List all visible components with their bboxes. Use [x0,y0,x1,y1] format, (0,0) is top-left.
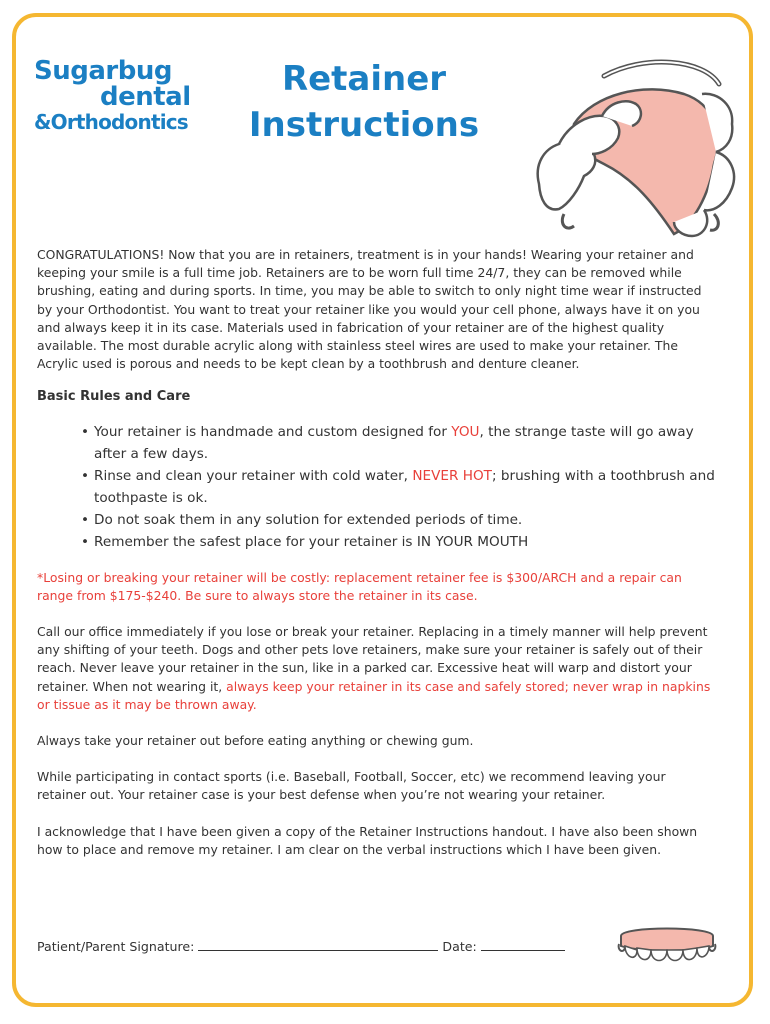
bullet-icon: • [81,423,90,440]
signature-row [37,938,565,954]
rule-text: Rinse and clean your retainer with cold water, [94,467,413,484]
cost-warning: *Losing or breaking your retainer will be costly: replacement retainer fee is $300/ARCH and a repair can range from $175-$240. Be sure to always store the retainer in its case. [37,569,682,603]
call-office-paragraph [37,623,717,714]
date-field[interactable] [481,938,565,951]
company-logo [34,58,204,132]
teeth-retainer-icon [617,922,717,966]
upper-retainer-icon [534,54,744,239]
list-item [81,465,717,509]
date-label: Date: [438,939,481,954]
logo-line-2: dental [100,82,191,112]
rule-text: Your retainer is handmade and custom designed for [94,423,452,440]
rule-text: Do not soak them in any solution for extended periods of time. [94,511,523,528]
rules-heading: Basic Rules and Care [37,389,191,405]
signature-field[interactable] [198,938,438,951]
logo-line-3: &Orthodontics [34,110,188,134]
list-item [81,421,717,465]
rule-highlight: NEVER HOT [412,467,492,484]
main-content [37,246,717,859]
rule-highlight: YOU [451,423,480,440]
intro-paragraph: CONGRATULATIONS! Now that you are in retainers, treatment is in your hands! Wearing your retainer and keeping your smile is a full time job. Retainers are to be worn full time 24/7, they can be removed while brushing, eating and during sports. In time, you may be able to switch to only night time wear if instructed by your Orthodontist. You want to treat your retainer like you would your cell phone, always have it on you and always keep it in its case. Materials used in fabrication of your retainer are of the highest quality available. The most durable acrylic along with stainless steel wires are used to make your retainer. The Acrylic used is porous and needs to be kept clean by a toothbrush and denture cleaner. [37,247,702,372]
bullet-icon: • [81,533,90,550]
rule-text: Remember the safest place for your retainer is IN YOUR MOUTH [94,533,529,550]
list-item [81,509,717,531]
rule-text: ; brushing with a toothbrush and toothpaste is ok. [94,467,715,506]
signature-label: Patient/Parent Signature: [37,939,199,954]
logo-line-1: Sugarbug [34,56,172,86]
list-item [81,531,717,553]
call-office-highlight: always keep your retainer in its case and safely stored; never wrap in napkins or tissue as it may be thrown away. [37,678,711,712]
bullet-icon: • [81,467,90,484]
acknowledge-paragraph: I acknowledge that I have been given a copy of the Retainer Instructions handout. I have also been shown how to place and remove my retainer. I am clear on the verbal instructions which I have been given. [37,823,698,857]
title-line-1: Retainer [281,59,447,99]
eating-paragraph: Always take your retainer out before eating anything or chewing gum. [37,733,474,749]
bullet-icon: • [81,511,90,528]
rule-text: , the strange taste will go away after a few days. [94,423,694,462]
title-line-2: Instructions [248,105,480,145]
page-title [236,56,492,148]
rules-list [81,421,717,553]
call-office-text: Call our office immediately if you lose or break your retainer. Replacing in a timely manner will help prevent any shifting of your teeth. Dogs and other pets love retainers, make sure your retainer is safely out of their reach. Never leave your retainer in the sun, like in a parked car. Excessive heat will warp and distort your retainer. When not wearing it, [37,624,708,694]
sports-paragraph: While participating in contact sports (i.e. Baseball, Football, Soccer, etc) we recommend leaving your retainer out. Your retainer case is your best defense when you’re not wearing your retainer. [37,769,666,803]
